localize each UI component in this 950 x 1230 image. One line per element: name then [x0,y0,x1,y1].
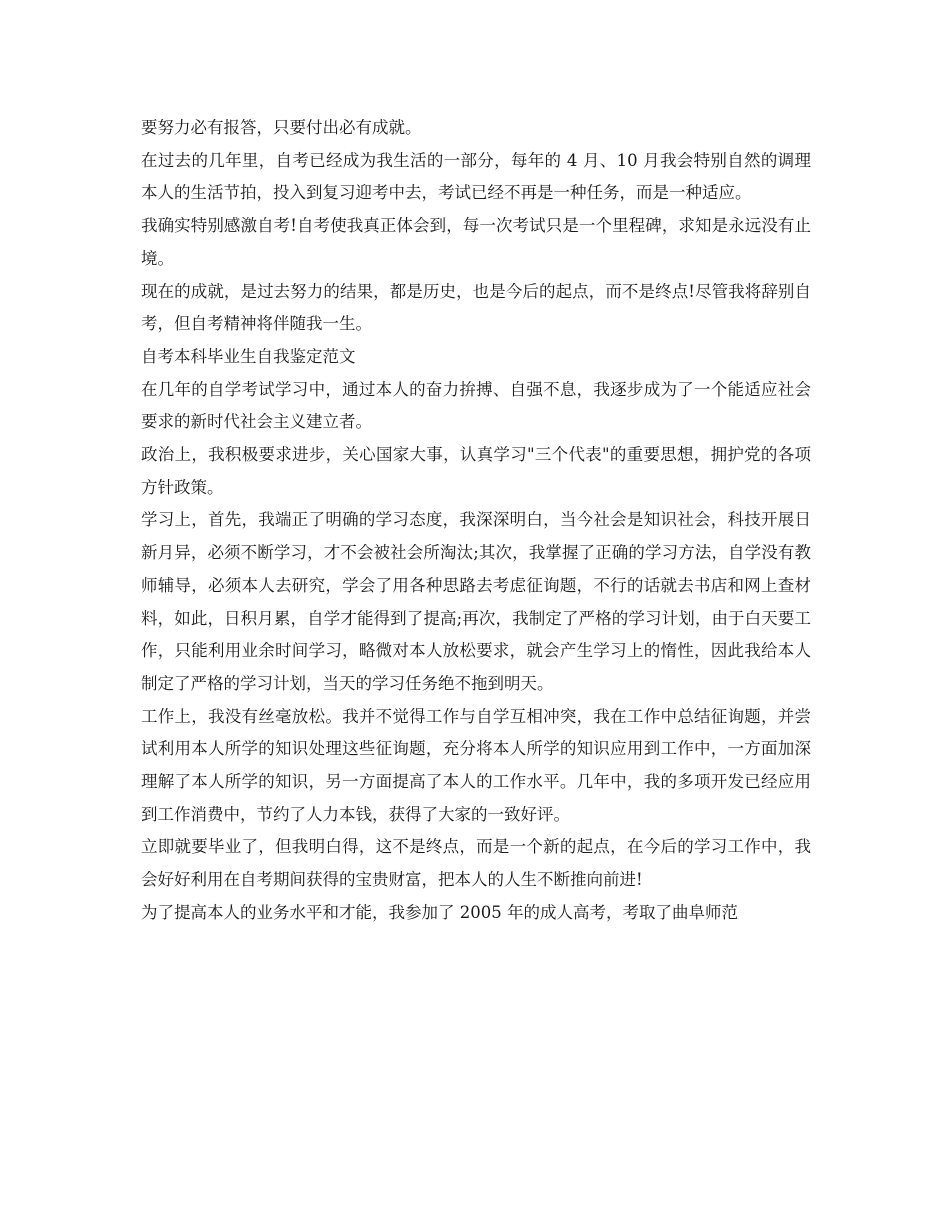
paragraph-6: 政治上，我积极要求进步，关心国家大事，认真学习"三个代表"的重要思想，拥护党的各项方针政策。 [141,445,811,497]
document-body [141,112,811,930]
paragraph-2: 在过去的几年里，自考已经成为我生活的一部分，每年的 4 月、10 月我会特别自然的调理本人的生活节拍，投入到复习迎考中去，考试已经不再是一种任务，而是一种适应。 [141,150,811,203]
paragraph-7: 学习上，首先，我端正了明确的学习态度，我深深明白，当今社会是知识社会，科技开展日新月异，必须不断学习，才不会被社会所淘汰;其次，我掌握了正确的学习方法，自学没有教师辅导，必须本人去研究，学会了用各种思路去考虑征询题，不行的话就去书店和网上查材料，如此，日积月累，自学才能得到了提高;再次，我制定了严格的学习计划，由于白天要工作，只能利用业余时间学习，略微对本人放松要求，就会产生学习上的惰性，因此我给本人制定了严格的学习计划，当天的学习任务绝不拖到明天。 [141,510,811,693]
paragraph-3: 我确实特别感激自考!自考使我真正体会到，每一次考试只是一个里程碑，求知是永远没有止境。 [141,216,811,268]
section-heading: 自考本科毕业生自我鉴定范文 [141,346,356,366]
paragraph-9: 立即就要毕业了，但我明白得，这不是终点，而是一个新的起点，在今后的学习工作中，我会好好利用在自考期间获得的宝贵财富，把本人的人生不断推向前进! [141,837,811,890]
paragraph-4: 现在的成就，是过去努力的结果，都是历史，也是今后的起点，而不是终点!尽管我将辞别自考，但自考精神将伴随我一生。 [141,281,811,334]
paragraph-5: 在几年的自学考试学习中，通过本人的奋力拚搏、自强不息，我逐步成为了一个能适应社会要求的新时代社会主义建立者。 [141,379,811,432]
paragraph-8: 工作上，我没有丝毫放松。我并不觉得工作与自学互相冲突，我在工作中总结征询题，并尝试利用本人所学的知识处理这些征询题，充分将本人所学的知识应用到工作中，一方面加深理解了本人所学的知识，另一方面提高了本人的工作水平。几年中，我的多项开发已经应用到工作消费中，节约了人力本钱，获得了大家的一致好评。 [141,706,811,824]
paragraph-1: 要努力必有报答，只要付出必有成就。 [141,118,422,137]
paragraph-10: 为了提高本人的业务水平和才能，我参加了 2005 年的成人高考，考取了曲阜师范 [141,902,738,922]
